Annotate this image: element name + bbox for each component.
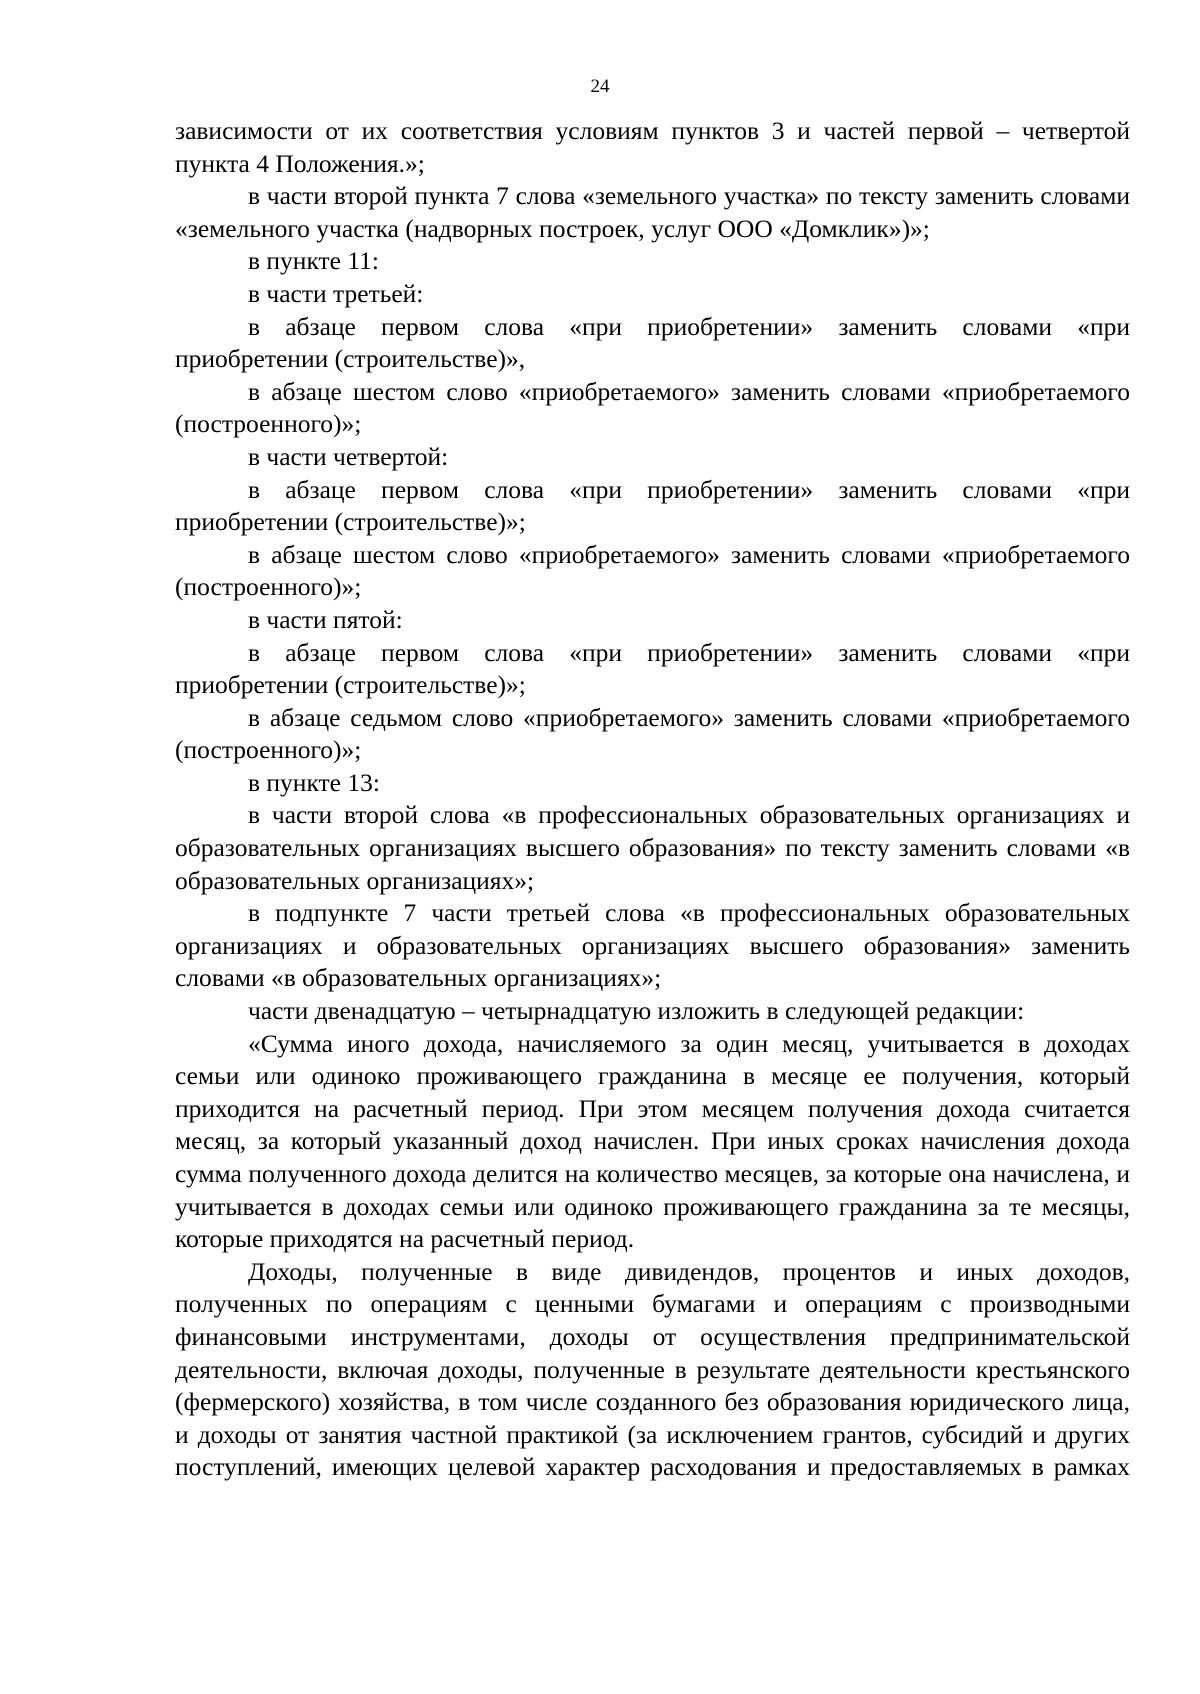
page-number: 24 (590, 76, 610, 97)
paragraph: в подпункте 7 части третьей слова «в профессиональных образовательных организациях и образовательных организациях высшего образования» заменить словами «в образовательных организациях»; (175, 898, 1130, 993)
paragraph: в абзаце первом слова «при приобретении» заменить словами «при приобретении (строительстве)»; (175, 637, 1130, 700)
paragraph: в части второй слова «в профессиональных образовательных организациях и образовательных организациях высшего образования» по тексту заменить словами «в образовательных организациях»; (175, 800, 1130, 895)
paragraph: Доходы, полученные в виде дивидендов, процентов и иных доходов, полученных по операциям с ценными бумагами и операциям с производными финансовыми инструментами, доходы от осуществления предпринимательской деятельности, включая доходы, полученные в результате деятельности крестьянского (фермерского) хозяйства, в том числе созданного без образования юридического лица, и доходы от занятия частной практикой (за исключением грантов, субсидий и других поступлений, имеющих целевой характер расходования и предоставляемых в рамках (175, 1256, 1130, 1482)
paragraph: в абзаце первом слова «при приобретении» заменить словами «при приобретении (строительстве)»; (175, 474, 1130, 537)
paragraph: в части второй пункта 7 слова «земельного участка» по тексту заменить словами «земельного участка (надворных построек, услуг ООО «Домклик»)»; (175, 181, 1130, 243)
paragraph: в части пятой: (248, 604, 403, 634)
paragraph: в пункте 11: (248, 246, 379, 276)
paragraph: «Сумма иного дохода, начисляемого за один месяц, учитывается в доходах семьи или одиноко проживающего гражданина в месяце ее получения, который приходится на расчетный период. При этом месяцем получения дохода считается месяц, за который указанный доход начислен. При иных сроках начисления дохода сумма полученного дохода делится на количество месяцев, за которые она начислена, и учитывается в доходах семьи или одиноко проживающего гражданина за те месяцы, которые приходятся на расчетный период. (175, 1028, 1130, 1254)
paragraph: в части третьей: (248, 278, 424, 308)
paragraph: в абзаце шестом слово «приобретаемого» заменить словами «приобретаемого (построенного)»; (175, 539, 1130, 602)
paragraph: в пункте 13: (248, 767, 380, 797)
paragraph: в абзаце шестом слово «приобретаемого» заменить словами «приобретаемого (построенного)»; (175, 376, 1130, 439)
paragraph: в абзаце седьмом слово «приобретаемого» заменить словами «приобретаемого (построенного)»; (175, 702, 1130, 765)
paragraph: зависимости от их соответствия условиям пунктов 3 и частей первой – четвертой пункта 4 Положения.»; (175, 116, 1130, 178)
paragraph: части двенадцатую – четырнадцатую изложить в следующей редакции: (248, 996, 1025, 1026)
paragraph: в абзаце первом слова «при приобретении» заменить словами «при приобретении (строительстве)», (175, 311, 1130, 374)
document-body (175, 115, 1130, 1484)
paragraph: в части четвертой: (248, 441, 449, 471)
